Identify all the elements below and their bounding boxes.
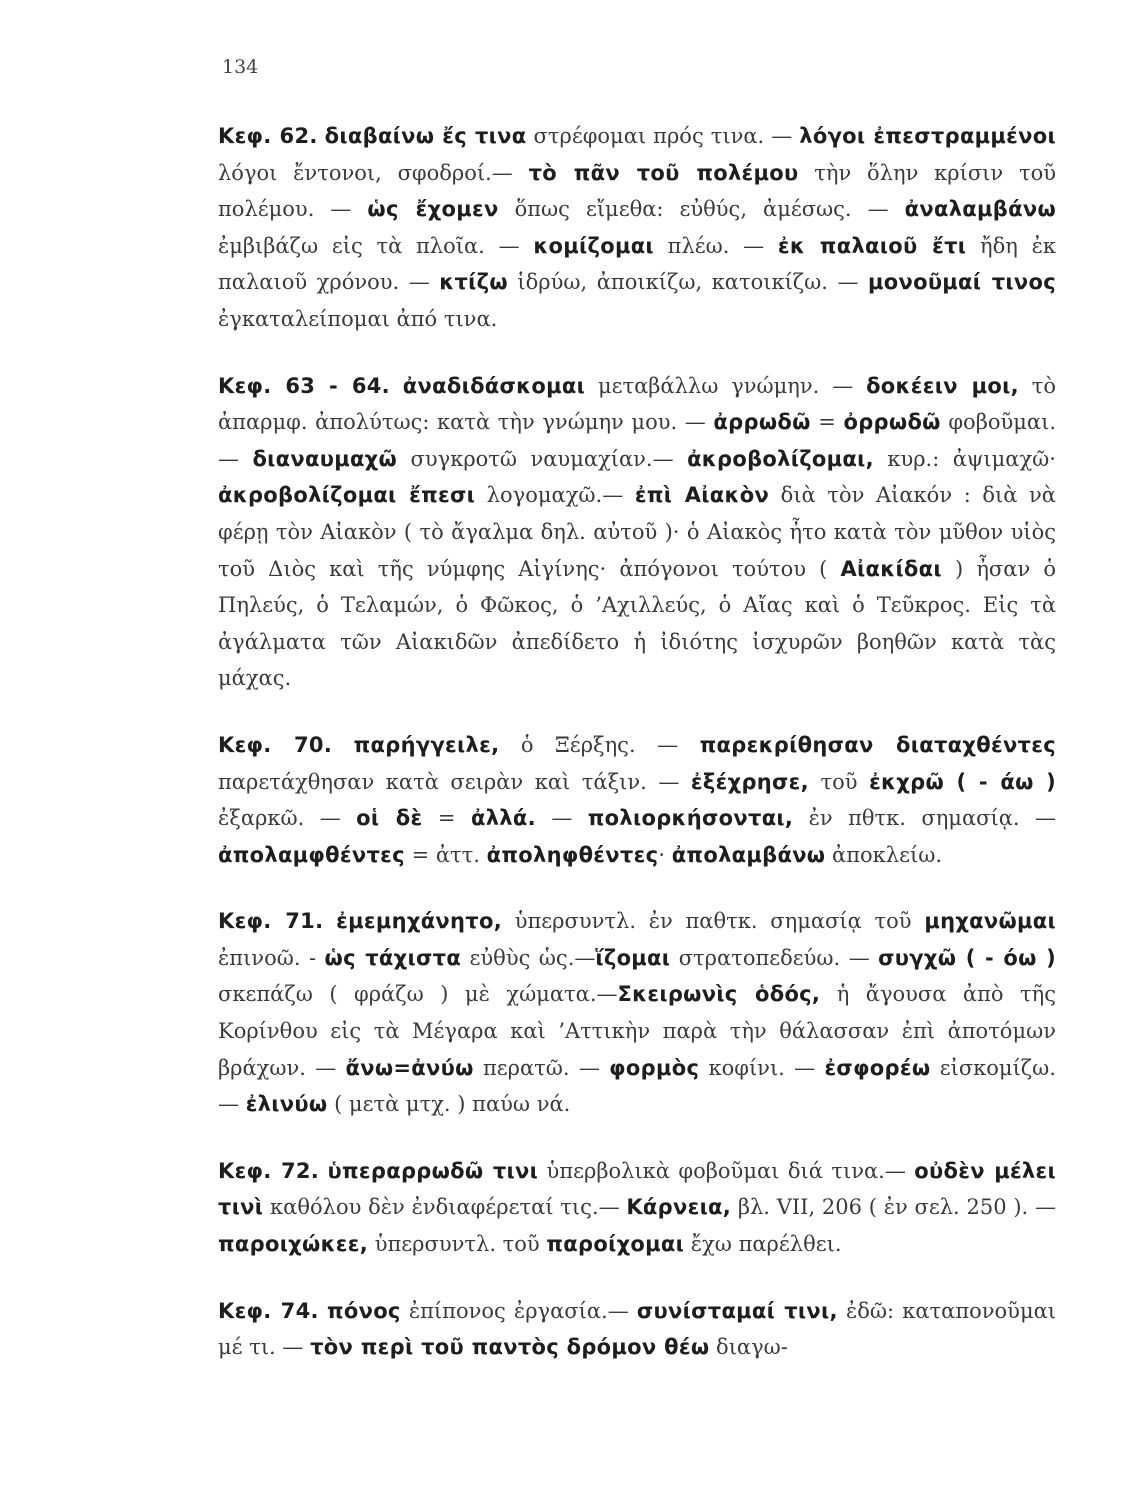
gloss-text: τὸ ἀπαρμφ. ἀπολύτως: κατὰ τὴν γνώμην μου. — [218,373,1057,435]
gloss-text [319,1299,327,1323]
gloss-text: συγκροτῶ ναυμαχίαν.— [397,446,688,471]
headword: παροίχομαι [546,1232,685,1257]
headword: παροιχώκεε, [218,1232,369,1257]
gloss-text: κυρ.: ἀψιμαχῶ· [873,446,1056,471]
gloss-text: ἐπινοῶ. - [218,945,325,970]
headword: παρήγγειλε, [353,732,500,757]
headword: ἀκροβολίζομαι, [687,446,874,471]
gloss-text: ἐπίπονος ἐργασία.— [400,1298,637,1323]
gloss-text: ὁ Ξέρξης. — [499,732,700,757]
gloss-text [318,124,325,148]
gloss-text: · [658,842,672,867]
gloss-text: ἐγκαταλείπομαι ἀπό τινα. [218,306,498,331]
gloss-text: τὴν ὅλην κρίσιν τοῦ πολέμου. — [218,160,1056,222]
headword: Κεφ. 71. [218,909,324,934]
headword: ἐκχρῶ ( - άω ) [869,769,1056,794]
gloss-text: διὰ τὸν Αἰακόν : διὰ νὰ φέρῃ τὸν Αἰακὸν ( τὸ ἄγαλμα δηλ. αὐτοῦ )· ὁ Αἰακὸς ἦτο κατὰ τὸν μῦθον υἱὸς τοῦ Διὸς καὶ τῆς νύμφης Αἰγίνης· ἀπόγονοι τούτου ( [218,483,1056,581]
gloss-text: ὑπερβολικὰ φοβοῦμαι διά τινα.— [538,1158,915,1183]
headword: ἀναλαμβάνω [904,197,1056,222]
headword: πολιορκήσονται, [587,806,794,831]
gloss-text: ἀποκλείω. [825,842,943,867]
gloss-text: εἰσκομίζω. — [218,1055,1056,1117]
headword: ἀλλά. [470,806,536,831]
gloss-text: ὅπως εἴμεθα: εὐθύς, ἀμέσως. — [498,197,905,222]
gloss-text: τοῦ [808,769,870,794]
gloss-text: = [422,806,471,831]
headword: Κάρνεια, [626,1195,732,1220]
headword: ἀπολαμφθέντες [218,842,405,867]
headword: ἵζομαι [595,945,671,970]
entry-chapter-72 [218,1153,1056,1263]
entry-chapter-63-64 [218,368,1056,697]
headword: ἐπὶ Αἰακὸν [634,483,770,508]
gloss-text: παρετάχθησαν κατὰ σειρὰν καὶ τάξιν. — [218,769,691,794]
headword: ἀρρωδῶ [713,410,811,435]
headword: ἀκροβολίζομαι ἔπεσι [218,483,476,508]
gloss-text: εὐθὺς ὡς.— [461,945,596,970]
page-number: 134 [222,56,259,78]
headword: ὑπεραρρωδῶ τινι [327,1158,539,1183]
headword: διαβαίνω ἔς τινα [324,124,527,148]
entry-chapter-70 [218,727,1056,873]
headword: κτίζω [439,270,508,295]
headword: οἱ δὲ [356,806,423,831]
gloss-text: = [810,410,844,435]
headword: ἐσφορέω [824,1055,931,1080]
headword: μονοῦμαί τινος [868,270,1056,295]
page-body [218,118,1056,1396]
headword: Κεφ. 62. [218,124,318,148]
gloss-text: ἐν πθτκ. σημασίᾳ. — [793,806,1057,831]
gloss-text [323,909,336,933]
gloss-text: στρατοπεδεύω. — [670,945,879,970]
gloss-text [319,1159,327,1183]
headword: Σκειρωνὶς ὁδός, [617,982,821,1007]
gloss-text: ἤδη ἐκ παλαιοῦ χρόνου. — [218,233,1056,295]
gloss-text: μεταβάλλω γνώμην. — [585,373,867,398]
gloss-text: διαγω- [709,1335,788,1360]
headword: συγχῶ ( - όω ) [878,945,1056,970]
headword: ἐκ παλαιοῦ ἔτι [777,233,967,258]
entry-chapter-74 [218,1293,1056,1366]
gloss-text: ἔχω παρέλθει. [684,1232,842,1257]
gloss-text: — [535,806,588,831]
headword: δοκέειν μοι, [866,373,1019,398]
gloss-text: ὑπερσυντλ. τοῦ [368,1232,547,1257]
headword: ἀποληφθέντες [486,842,659,867]
gloss-text: = ἀττ. [404,842,487,867]
headword: συνίσταμαί τινι, [636,1298,838,1323]
headword: διαναυμαχῶ [252,446,398,471]
headword: ὀρρωδῶ [843,410,941,435]
headword: τὸν περὶ τοῦ παντὸς δρόμον θέω [310,1335,710,1360]
gloss-text: φοβοῦμαι. — [218,410,1056,471]
gloss-text: ( μετὰ μτχ. ) παύω νά. [327,1092,571,1117]
headword: ἀναδιδάσκομαι [402,373,586,398]
headword: Κεφ. 70. [218,732,333,757]
gloss-text: ἡ ἄγουσα ἀπὸ τῆς Κορίνθου εἰς τὰ Μέγαρα καὶ ’Αττικὴν παρὰ τὴν θάλασσαν ἐπὶ ἀποτόμων βράχων. — [218,982,1057,1080]
gloss-text: ἐμβιβάζω εἰς τὰ πλοῖα. — [218,233,534,258]
gloss-text: περατῶ. — [473,1055,610,1080]
entry-chapter-62 [218,118,1056,338]
gloss-text: καθόλου δὲν ἐνδιαφέρεταί τις.— [263,1195,627,1220]
gloss-text: κοφίνι. — [699,1055,825,1080]
gloss-text: βλ. VII, 206 ( ἐν σελ. 250 ). — [731,1195,1056,1220]
gloss-text: σκεπάζω ( φράζω ) μὲ χώματα.— [218,982,618,1007]
headword: ὡς ἔχομεν [367,197,499,222]
gloss-text: λόγοι ἔντονοι, σφοδροί.— [218,160,529,185]
headword: Αἰακίδαι [840,556,942,581]
headword: τὸ πᾶν τοῦ πολέμου [528,160,799,185]
gloss-text [390,374,403,398]
entry-chapter-71 [218,903,1056,1123]
gloss-text: ) ἦσαν ὁ Πηλεύς, ὁ Τελαμών, ὁ Φῶκος, ὁ ’Αχιλλεύς, ὁ Αἴας καὶ ὁ Τεῦκρος. Εἰς τὰ ἀγάλματα τῶν Αἰακιδῶν ἀπεδίδετο ἡ ἰδιότης ἰσχυρῶν βοηθῶν κατὰ τὰς μάχας. [218,556,1056,691]
headword: φορμὸς [609,1055,700,1080]
headword: παρεκρίθησαν διαταχθέντες [699,732,1056,757]
gloss-text: ἐδῶ: καταπονοῦμαι μέ τι. — [218,1298,1057,1360]
headword: Κεφ. 74. [218,1298,319,1323]
headword: ἐμεμηχάνητο, [336,909,502,934]
headword: ἄνω=ἀνύω [345,1055,474,1080]
gloss-text [332,733,354,757]
gloss-text: πλέω. — [653,233,778,258]
headword: ἀπολαμβάνω [671,842,826,867]
headword: ἐξέχρησε, [690,769,809,794]
gloss-text: ἱδρύω, ἀποικίζω, κατοικίζω. — [507,270,869,295]
headword: Κεφ. 72. [218,1158,320,1183]
gloss-text: λογομαχῶ.— [475,483,635,508]
gloss-text: ἐξαρκῶ. — [218,806,357,831]
headword: οὐδὲν μέλει τινὶ [218,1158,1056,1220]
gloss-text: ὑπερσυντλ. ἐν παθτκ. σημασίᾳ τοῦ [501,909,925,934]
gloss-text: στρέφομαι πρός τινα. — [526,124,800,148]
headword: Κεφ. 63 - 64. [218,373,390,398]
headword: ἐλινύω [245,1092,328,1117]
headword: κομίζομαι [533,233,654,258]
headword: μηχανῶμαι [924,909,1057,934]
headword: λόγοι ἐπεστραμμένοι [799,124,1056,148]
headword: ὡς τάχιστα [324,945,462,970]
headword: πόνος [326,1298,401,1323]
